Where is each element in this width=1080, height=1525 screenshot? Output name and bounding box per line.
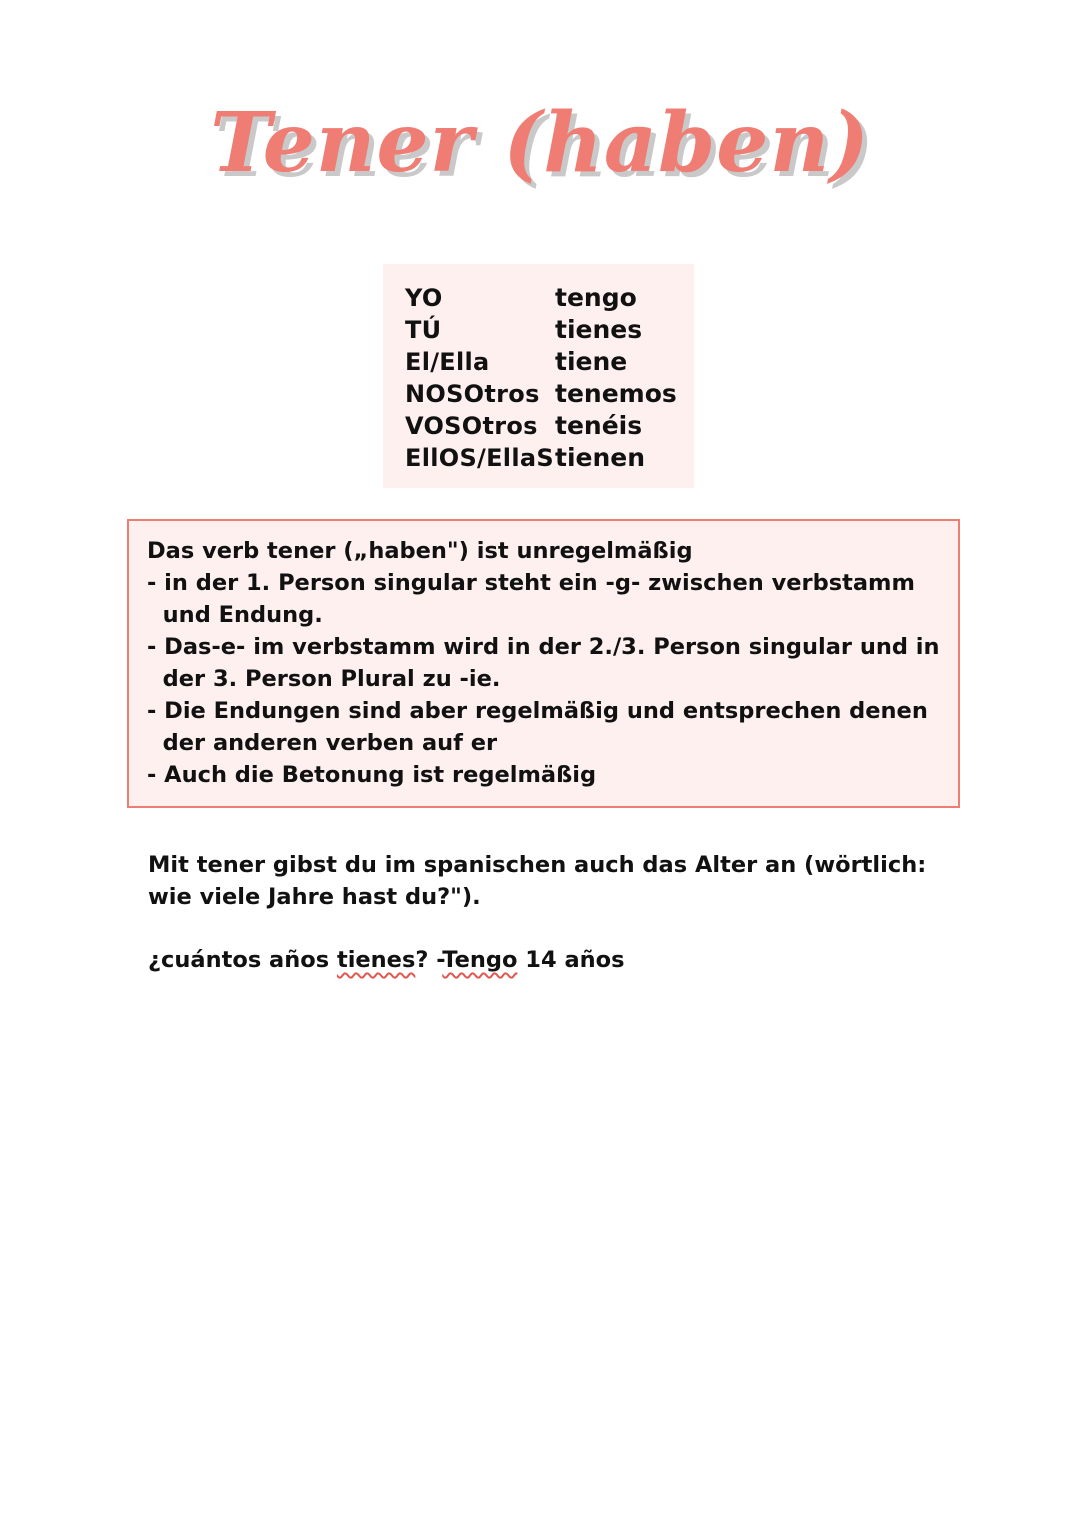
pronoun: VOSOtros — [405, 412, 538, 440]
verb-form: tengo — [555, 283, 637, 312]
conjugation-row-nosotros — [405, 378, 677, 410]
rule-line: der anderen verben auf er — [147, 730, 498, 756]
pronoun: NOSOtros — [405, 380, 540, 408]
verb-form: tenemos — [555, 379, 677, 408]
rule-line: - Das-e- im verbstamm wird in der 2./3. Person singular und in — [147, 634, 940, 660]
pronoun: El/Ella — [405, 348, 490, 376]
page-title: Tener (haben) — [210, 95, 870, 191]
example-part: ¿cuántos años — [148, 947, 337, 973]
note-line-2: wie viele Jahre hast du?"). — [148, 884, 481, 910]
verb-form: tienen — [555, 443, 646, 472]
rule-line: der 3. Person Plural zu -ie. — [147, 666, 501, 692]
rule-line: Das verb tener („haben") ist unregelmäßig — [147, 538, 693, 564]
conjugation-row-ellos-ellas — [405, 442, 645, 474]
conjugation-row-el-ella — [405, 346, 627, 378]
example-part: ? - — [415, 947, 443, 973]
rules-box — [127, 519, 960, 808]
rule-line: - Auch die Betonung ist regelmäßig — [147, 762, 597, 788]
highlighted-word-tengo: Tengo — [442, 947, 518, 973]
note-line-1: Mit tener gibst du im spanischen auch das Alter an (wörtlich: — [148, 852, 927, 878]
conjugation-table — [383, 264, 694, 488]
verb-form: tienes — [555, 315, 643, 344]
conjugation-row-tu — [405, 314, 642, 346]
example-part: 14 años — [517, 947, 625, 973]
rule-line: und Endung. — [147, 602, 323, 628]
pronoun: YO — [405, 284, 443, 312]
rule-line: - Die Endungen sind aber regelmäßig und entsprechen denen — [147, 698, 928, 724]
rule-line: - in der 1. Person singular steht ein -g- zwischen verbstamm — [147, 570, 915, 596]
pronoun: EllOS/EllaS — [405, 444, 554, 472]
example-sentence — [148, 944, 625, 976]
highlighted-word-tienes: tienes — [336, 947, 416, 973]
conjugation-row-vosotros — [405, 410, 642, 442]
verb-form: tenéis — [555, 411, 643, 440]
pronoun: TÚ — [405, 316, 442, 344]
conjugation-row-yo — [405, 282, 637, 314]
verb-form: tiene — [555, 347, 628, 376]
